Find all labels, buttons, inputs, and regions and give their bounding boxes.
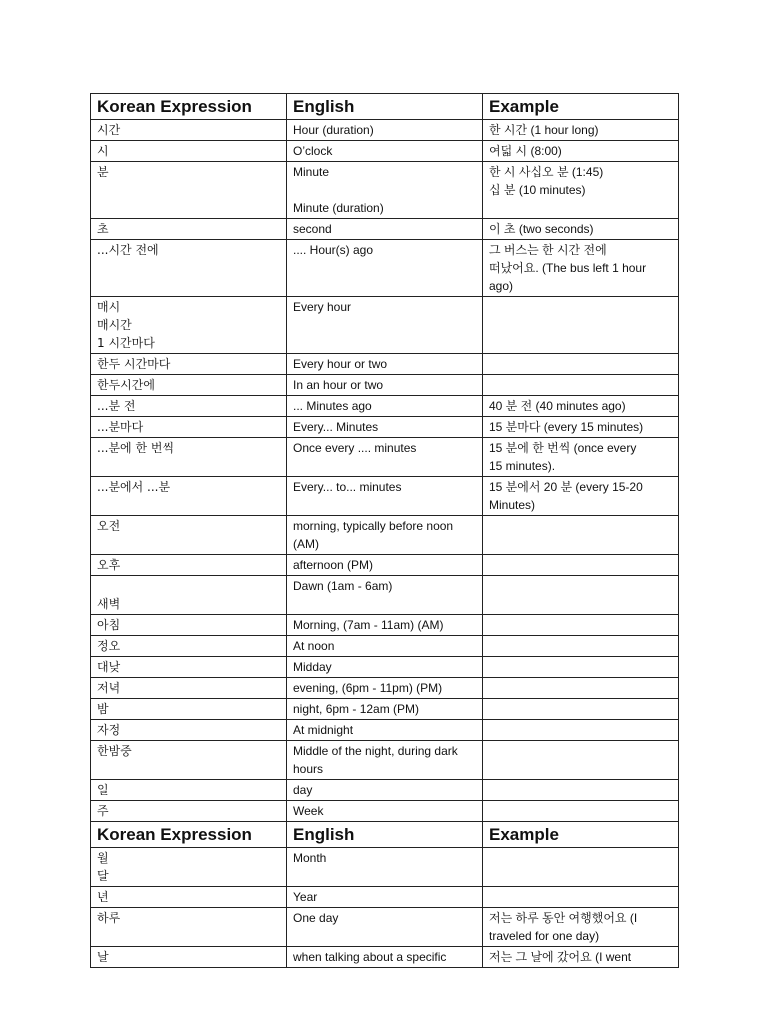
english-cell bbox=[287, 438, 483, 477]
korean-cell bbox=[91, 375, 287, 396]
cell-text: 15 분에서 20 분 (every 15-20 bbox=[489, 480, 643, 494]
english-cell bbox=[287, 219, 483, 240]
column-header: English bbox=[287, 94, 483, 120]
english-cell bbox=[287, 417, 483, 438]
example-cell bbox=[483, 141, 679, 162]
table-row bbox=[91, 887, 679, 908]
table-row bbox=[91, 801, 679, 822]
cell-text: 대낮 bbox=[97, 660, 121, 674]
cell-text: 날 bbox=[97, 950, 109, 964]
example-cell bbox=[483, 848, 679, 887]
example-cell bbox=[483, 887, 679, 908]
cell-text: Every... to... minutes bbox=[293, 480, 402, 494]
korean-cell bbox=[91, 219, 287, 240]
cell-text: Morning, (7am - 11am) (AM) bbox=[293, 618, 444, 632]
cell-text: second bbox=[293, 222, 332, 236]
column-header: Korean Expression bbox=[91, 94, 287, 120]
cell-text: 달 bbox=[97, 869, 109, 883]
example-cell bbox=[483, 801, 679, 822]
example-cell bbox=[483, 615, 679, 636]
example-cell bbox=[483, 780, 679, 801]
cell-text: .... Hour(s) ago bbox=[293, 243, 374, 257]
english-cell bbox=[287, 699, 483, 720]
example-cell bbox=[483, 396, 679, 417]
cell-text: Every hour bbox=[293, 300, 352, 314]
cell-text: Dawn (1am - 6am) bbox=[293, 579, 393, 593]
english-cell bbox=[287, 555, 483, 576]
cell-text: 1 시간마다 bbox=[97, 336, 155, 350]
cell-text: 한밤중 bbox=[97, 744, 132, 758]
korean-cell bbox=[91, 699, 287, 720]
table-header-row bbox=[91, 822, 679, 848]
cell-text: Minute bbox=[293, 165, 330, 179]
cell-text: 한두 시간마다 bbox=[97, 357, 171, 371]
cell-text: 매시간 bbox=[97, 318, 132, 332]
cell-text: 여덟 시 (8:00) bbox=[489, 144, 562, 158]
table-row bbox=[91, 240, 679, 297]
table-row bbox=[91, 780, 679, 801]
korean-cell bbox=[91, 678, 287, 699]
korean-cell bbox=[91, 720, 287, 741]
english-cell bbox=[287, 516, 483, 555]
english-cell bbox=[287, 141, 483, 162]
cell-text: 오전 bbox=[97, 519, 121, 533]
cell-text: Month bbox=[293, 851, 327, 865]
cell-text: 분 bbox=[97, 165, 109, 179]
table-row bbox=[91, 678, 679, 699]
cell-text: 15 minutes). bbox=[489, 459, 556, 473]
table-row bbox=[91, 615, 679, 636]
cell-text: day bbox=[293, 783, 313, 797]
korean-cell bbox=[91, 801, 287, 822]
table-row bbox=[91, 657, 679, 678]
cell-text: 40 분 전 (40 minutes ago) bbox=[489, 399, 626, 413]
column-header: Korean Expression bbox=[91, 822, 287, 848]
cell-text: Once every .... minutes bbox=[293, 441, 417, 455]
cell-text: 시 bbox=[97, 144, 109, 158]
cell-text: ...분에 한 번씩 bbox=[97, 441, 175, 455]
cell-text: At noon bbox=[293, 639, 335, 653]
cell-text: 한두시간에 bbox=[97, 378, 155, 392]
vocabulary-table bbox=[90, 93, 679, 968]
korean-cell bbox=[91, 396, 287, 417]
example-cell bbox=[483, 555, 679, 576]
table-row bbox=[91, 297, 679, 354]
english-cell bbox=[287, 887, 483, 908]
english-cell bbox=[287, 848, 483, 887]
cell-text: 십 분 (10 minutes) bbox=[489, 183, 586, 197]
table-header-row bbox=[91, 94, 679, 120]
cell-text: 한 시 사십오 분 (1:45) bbox=[489, 165, 604, 179]
korean-cell bbox=[91, 741, 287, 780]
column-header: Example bbox=[483, 94, 679, 120]
cell-text: Week bbox=[293, 804, 324, 818]
column-header: Example bbox=[483, 822, 679, 848]
korean-cell bbox=[91, 947, 287, 968]
example-cell bbox=[483, 576, 679, 615]
english-cell bbox=[287, 477, 483, 516]
table-row bbox=[91, 741, 679, 780]
english-cell bbox=[287, 297, 483, 354]
english-cell bbox=[287, 657, 483, 678]
cell-text: 그 버스는 한 시간 전에 bbox=[489, 243, 607, 257]
cell-text: when talking about a specific bbox=[293, 950, 447, 964]
english-cell bbox=[287, 120, 483, 141]
example-cell bbox=[483, 162, 679, 219]
cell-text: 하루 bbox=[97, 911, 121, 925]
cell-text: Minute (duration) bbox=[293, 201, 384, 215]
cell-text: ...분 전 bbox=[97, 399, 136, 413]
table-row bbox=[91, 720, 679, 741]
table-row bbox=[91, 396, 679, 417]
example-cell bbox=[483, 240, 679, 297]
column-header: English bbox=[287, 822, 483, 848]
table-row bbox=[91, 219, 679, 240]
korean-cell bbox=[91, 636, 287, 657]
cell-text: 떠났어요. (The bus left 1 hour bbox=[489, 261, 647, 275]
english-cell bbox=[287, 678, 483, 699]
cell-text: Minutes) bbox=[489, 498, 536, 512]
korean-cell bbox=[91, 438, 287, 477]
korean-cell bbox=[91, 848, 287, 887]
cell-text: 한 시간 (1 hour long) bbox=[489, 123, 599, 137]
cell-text: At midnight bbox=[293, 723, 354, 737]
cell-text: Midday bbox=[293, 660, 332, 674]
table-row bbox=[91, 141, 679, 162]
cell-text: 아침 bbox=[97, 618, 121, 632]
cell-text: Every hour or two bbox=[293, 357, 388, 371]
cell-text: 자정 bbox=[97, 723, 121, 737]
english-cell bbox=[287, 375, 483, 396]
cell-text: 초 bbox=[97, 222, 109, 236]
example-cell bbox=[483, 657, 679, 678]
example-cell bbox=[483, 477, 679, 516]
english-cell bbox=[287, 720, 483, 741]
korean-cell bbox=[91, 417, 287, 438]
english-cell bbox=[287, 801, 483, 822]
english-cell bbox=[287, 741, 483, 780]
korean-cell bbox=[91, 477, 287, 516]
cell-text: 저는 하루 동안 여행했어요 (I bbox=[489, 911, 638, 925]
cell-text: Every... Minutes bbox=[293, 420, 379, 434]
english-cell bbox=[287, 947, 483, 968]
example-cell bbox=[483, 741, 679, 780]
example-cell bbox=[483, 636, 679, 657]
korean-cell bbox=[91, 657, 287, 678]
table-row bbox=[91, 947, 679, 968]
korean-cell bbox=[91, 555, 287, 576]
table-row bbox=[91, 516, 679, 555]
table-row bbox=[91, 908, 679, 947]
english-cell bbox=[287, 908, 483, 947]
table-row bbox=[91, 477, 679, 516]
korean-cell bbox=[91, 887, 287, 908]
cell-text: 월 bbox=[97, 851, 109, 865]
table-row bbox=[91, 417, 679, 438]
korean-cell bbox=[91, 780, 287, 801]
example-cell bbox=[483, 720, 679, 741]
example-cell bbox=[483, 120, 679, 141]
cell-text: 저는 그 날에 갔어요 (I went bbox=[489, 950, 632, 964]
example-cell bbox=[483, 375, 679, 396]
cell-text: 시간 bbox=[97, 123, 121, 137]
cell-text: 15 분마다 (every 15 minutes) bbox=[489, 420, 644, 434]
cell-text: ...분마다 bbox=[97, 420, 144, 434]
cell-text: 새벽 bbox=[97, 597, 121, 611]
table-row bbox=[91, 699, 679, 720]
cell-text: 오후 bbox=[97, 558, 121, 572]
example-cell bbox=[483, 699, 679, 720]
english-cell bbox=[287, 615, 483, 636]
english-cell bbox=[287, 576, 483, 615]
korean-cell bbox=[91, 120, 287, 141]
korean-cell bbox=[91, 162, 287, 219]
example-cell bbox=[483, 219, 679, 240]
cell-text: 15 분에 한 번씩 (once every bbox=[489, 441, 637, 455]
example-cell bbox=[483, 438, 679, 477]
cell-text: ago) bbox=[489, 279, 514, 293]
cell-text: 매시 bbox=[97, 300, 121, 314]
example-cell bbox=[483, 516, 679, 555]
cell-text: O’clock bbox=[293, 144, 333, 158]
korean-cell bbox=[91, 240, 287, 297]
table-row bbox=[91, 438, 679, 477]
cell-text: traveled for one day) bbox=[489, 929, 600, 943]
cell-text: 일 bbox=[97, 783, 109, 797]
english-cell bbox=[287, 240, 483, 297]
korean-cell bbox=[91, 576, 287, 615]
table-row bbox=[91, 636, 679, 657]
example-cell bbox=[483, 354, 679, 375]
example-cell bbox=[483, 417, 679, 438]
cell-text: One day bbox=[293, 911, 339, 925]
korean-cell bbox=[91, 354, 287, 375]
cell-text: 이 초 (two seconds) bbox=[489, 222, 594, 236]
cell-text: ...시간 전에 bbox=[97, 243, 159, 257]
cell-text: morning, typically before noon bbox=[293, 519, 454, 533]
korean-cell bbox=[91, 516, 287, 555]
example-cell bbox=[483, 297, 679, 354]
cell-text: 저녁 bbox=[97, 681, 121, 695]
blank-line bbox=[97, 577, 281, 595]
example-cell bbox=[483, 947, 679, 968]
cell-text: ... Minutes ago bbox=[293, 399, 372, 413]
korean-cell bbox=[91, 615, 287, 636]
cell-text: Hour (duration) bbox=[293, 123, 374, 137]
english-cell bbox=[287, 396, 483, 417]
example-cell bbox=[483, 908, 679, 947]
english-cell bbox=[287, 780, 483, 801]
cell-text: ...분에서 ...분 bbox=[97, 480, 171, 494]
blank-line bbox=[293, 181, 477, 199]
table-row bbox=[91, 120, 679, 141]
english-cell bbox=[287, 354, 483, 375]
cell-text: Middle of the night, during dark bbox=[293, 744, 458, 758]
korean-cell bbox=[91, 141, 287, 162]
table-row bbox=[91, 375, 679, 396]
cell-text: 주 bbox=[97, 804, 109, 818]
cell-text: afternoon (PM) bbox=[293, 558, 374, 572]
cell-text: Year bbox=[293, 890, 318, 904]
cell-text: In an hour or two bbox=[293, 378, 384, 392]
english-cell bbox=[287, 636, 483, 657]
cell-text: evening, (6pm - 11pm) (PM) bbox=[293, 681, 443, 695]
cell-text: night, 6pm - 12am (PM) bbox=[293, 702, 420, 716]
table-row bbox=[91, 162, 679, 219]
cell-text: 년 bbox=[97, 890, 109, 904]
table-row bbox=[91, 555, 679, 576]
cell-text: 밤 bbox=[97, 702, 109, 716]
english-cell bbox=[287, 162, 483, 219]
korean-cell bbox=[91, 908, 287, 947]
table-row bbox=[91, 848, 679, 887]
cell-text: (AM) bbox=[293, 537, 319, 551]
example-cell bbox=[483, 678, 679, 699]
korean-cell bbox=[91, 297, 287, 354]
table-row bbox=[91, 354, 679, 375]
cell-text: hours bbox=[293, 762, 324, 776]
cell-text: 정오 bbox=[97, 639, 121, 653]
table-row bbox=[91, 576, 679, 615]
